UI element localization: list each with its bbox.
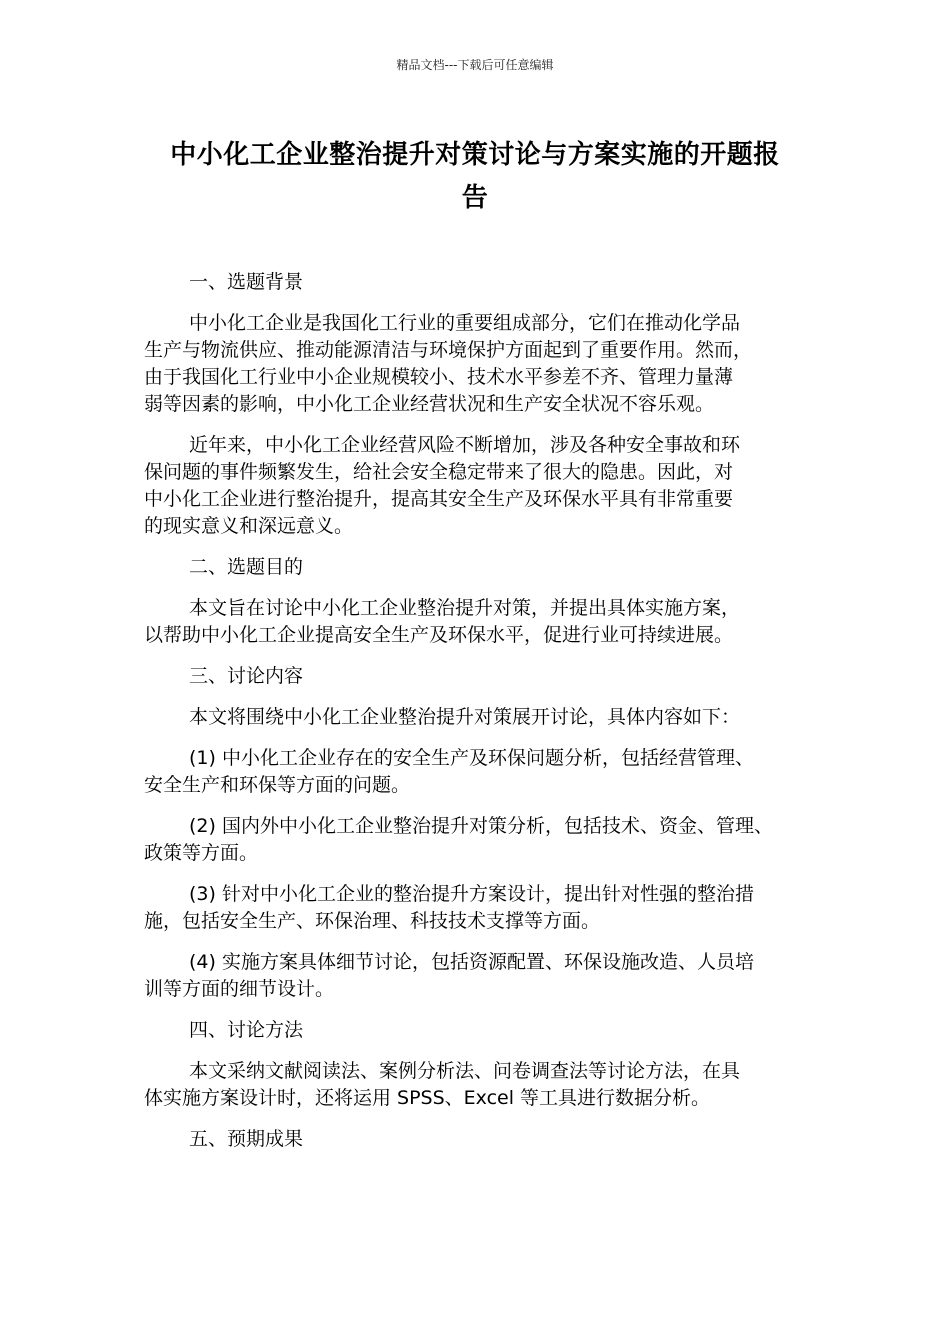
list-item-2: (2) 国内外中小化工企业整治提升对策分析，包括技术、资金、管理、 政策等方面。 xyxy=(144,815,773,864)
section-heading-purpose: 二、选题目的 xyxy=(189,556,304,578)
list-item-1: (1) 中小化工企业存在的安全生产及环保问题分析，包括经营管理、 安全生产和环保等方面的问题。 xyxy=(144,747,754,796)
paragraph-content-intro: 本文将围绕中小化工企业整治提升对策展开讨论，具体内容如下： xyxy=(189,706,741,728)
paragraph-background-1: 中小化工企业是我国化工行业的重要组成部分，它们在推动化学品 生产与物流供应、推动能源清洁与环境保护方面起到了重要作用。然而， 由于我国化工行业中小企业规模较小、技术水平参差不齐、管理力量薄 弱等因素的影响，中小化工企业经营状况和生产安全状况不容乐观。 xyxy=(144,312,753,415)
list-item-3: (3) 针对中小化工企业的整治提升方案设计，提出针对性强的整治措 施，包括安全生产、环保治理、科技技术支撑等方面。 xyxy=(144,883,754,932)
section-heading-methods: 四、讨论方法 xyxy=(189,1019,304,1041)
list-item-4: (4) 实施方案具体细节讨论，包括资源配置、环保设施改造、人员培 训等方面的细节设计。 xyxy=(144,951,754,1000)
paragraph-purpose: 本文旨在讨论中小化工企业整治提升对策，并提出具体实施方案， 以帮助中小化工企业提高安全生产及环保水平，促进行业可持续进展。 xyxy=(144,597,741,646)
document-title: 中小化工企业整治提升对策讨论与方案实施的开题报 告 xyxy=(170,140,780,213)
section-heading-content: 三、讨论内容 xyxy=(189,665,304,687)
paragraph-background-2: 近年来，中小化工企业经营风险不断增加，涉及各种安全事故和环 保问题的事件频繁发生，给社会安全稳定带来了很大的隐患。因此，对 中小化工企业进行整治提升，提高其安全生产及环保水平具有非常重要 的现实意义和深远意义。 xyxy=(144,434,741,537)
document-body xyxy=(144,269,824,1167)
header-note: 精品文档---下载后可任意编辑 xyxy=(396,58,554,72)
section-heading-background: 一、选题背景 xyxy=(189,271,304,293)
paragraph-methods: 本文采纳文献阅读法、案例分析法、问卷调查法等讨论方法，在具 体实施方案设计时，还将运用 SPSS、Excel 等工具进行数据分析。 xyxy=(144,1060,741,1109)
section-heading-expected-results: 五、预期成果 xyxy=(189,1128,304,1150)
